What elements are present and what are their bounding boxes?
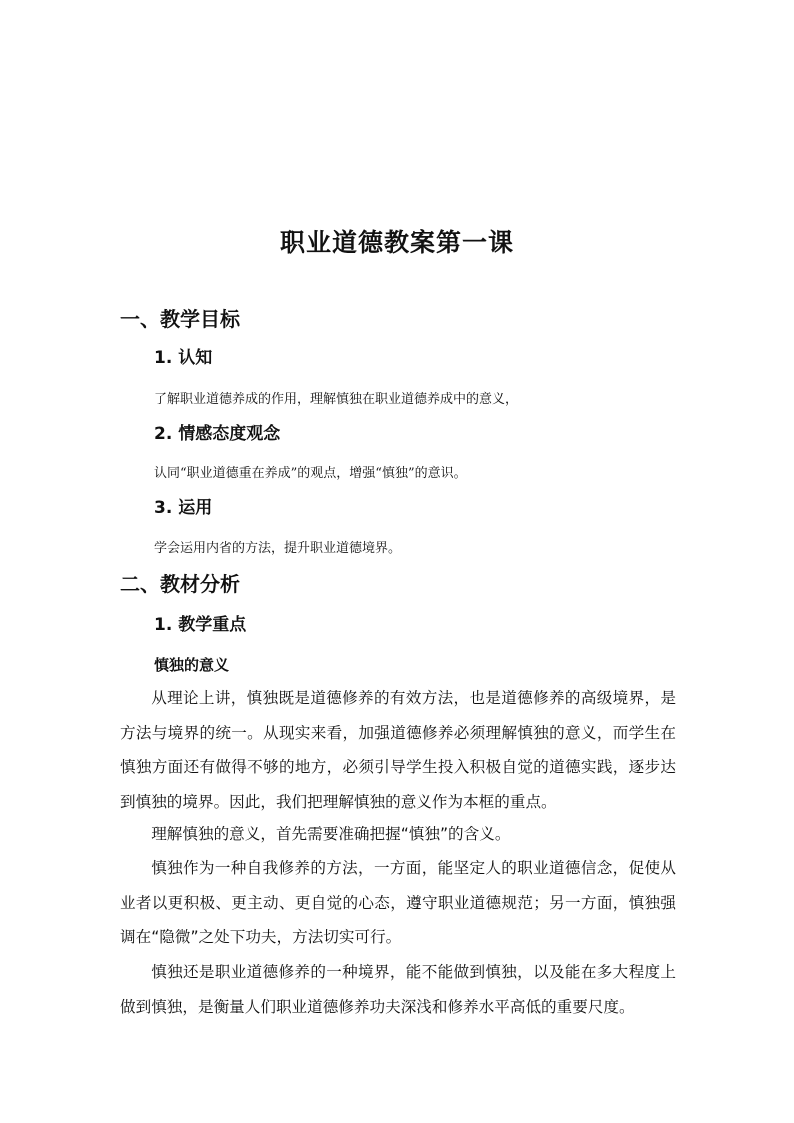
subsection-heading-key-point: 1. 教学重点 — [154, 615, 247, 635]
document-title: 职业道德教案第一课 — [279, 228, 514, 257]
paragraph-3: 慎独作为一种自我修养的方法，一方面，能坚定人的职业道德信念，促使从业者以更积极、更主动、更自觉的心态，遵守职业道德规范；另一方面，慎独强调在“隐微”之处下功夫，方法切实可行。 — [120, 859, 676, 946]
attitude-text: 认同“职业道德重在养成”的观点，增强“慎独”的意识。 — [154, 466, 467, 481]
subsection-heading-attitude: 2. 情感态度观念 — [154, 424, 281, 444]
subsection-heading-application: 3. 运用 — [154, 498, 213, 518]
application-text: 学会运用内省的方法，提升职业道德境界。 — [154, 541, 402, 556]
section-heading-teaching-goals: 一、教学目标 — [120, 307, 240, 331]
paragraph-4: 慎独还是职业道德修养的一种境界，能不能做到慎独，以及能在多大程度上做到慎独，是衡量人们职业道德修养功夫深浅和修养水平高低的重要尺度。 — [120, 963, 676, 1016]
cognition-text: 了解职业道德养成的作用，理解慎独在职业道德养成中的意义， — [154, 392, 519, 407]
key-point-label: 慎独的意义 — [154, 656, 230, 674]
paragraph-1: 从理论上讲，慎独既是道德修养的有效方法，也是道德修养的高级境界，是方法与境界的统一。从现实来看，加强道德修养必须理解慎独的意义，而学生在慎独方面还有做得不够的地方，必须引导学生投入积极自觉的道德实践，逐步达到慎独的境界。因此，我们把理解慎独的意义作为本框的重点。 — [120, 689, 676, 811]
paragraph-2: 理解慎独的意义，首先需要准确把握“慎独”的含义。 — [151, 825, 511, 843]
section-heading-material-analysis: 二、教材分析 — [120, 572, 240, 596]
subsection-heading-cognition: 1. 认知 — [154, 348, 213, 368]
